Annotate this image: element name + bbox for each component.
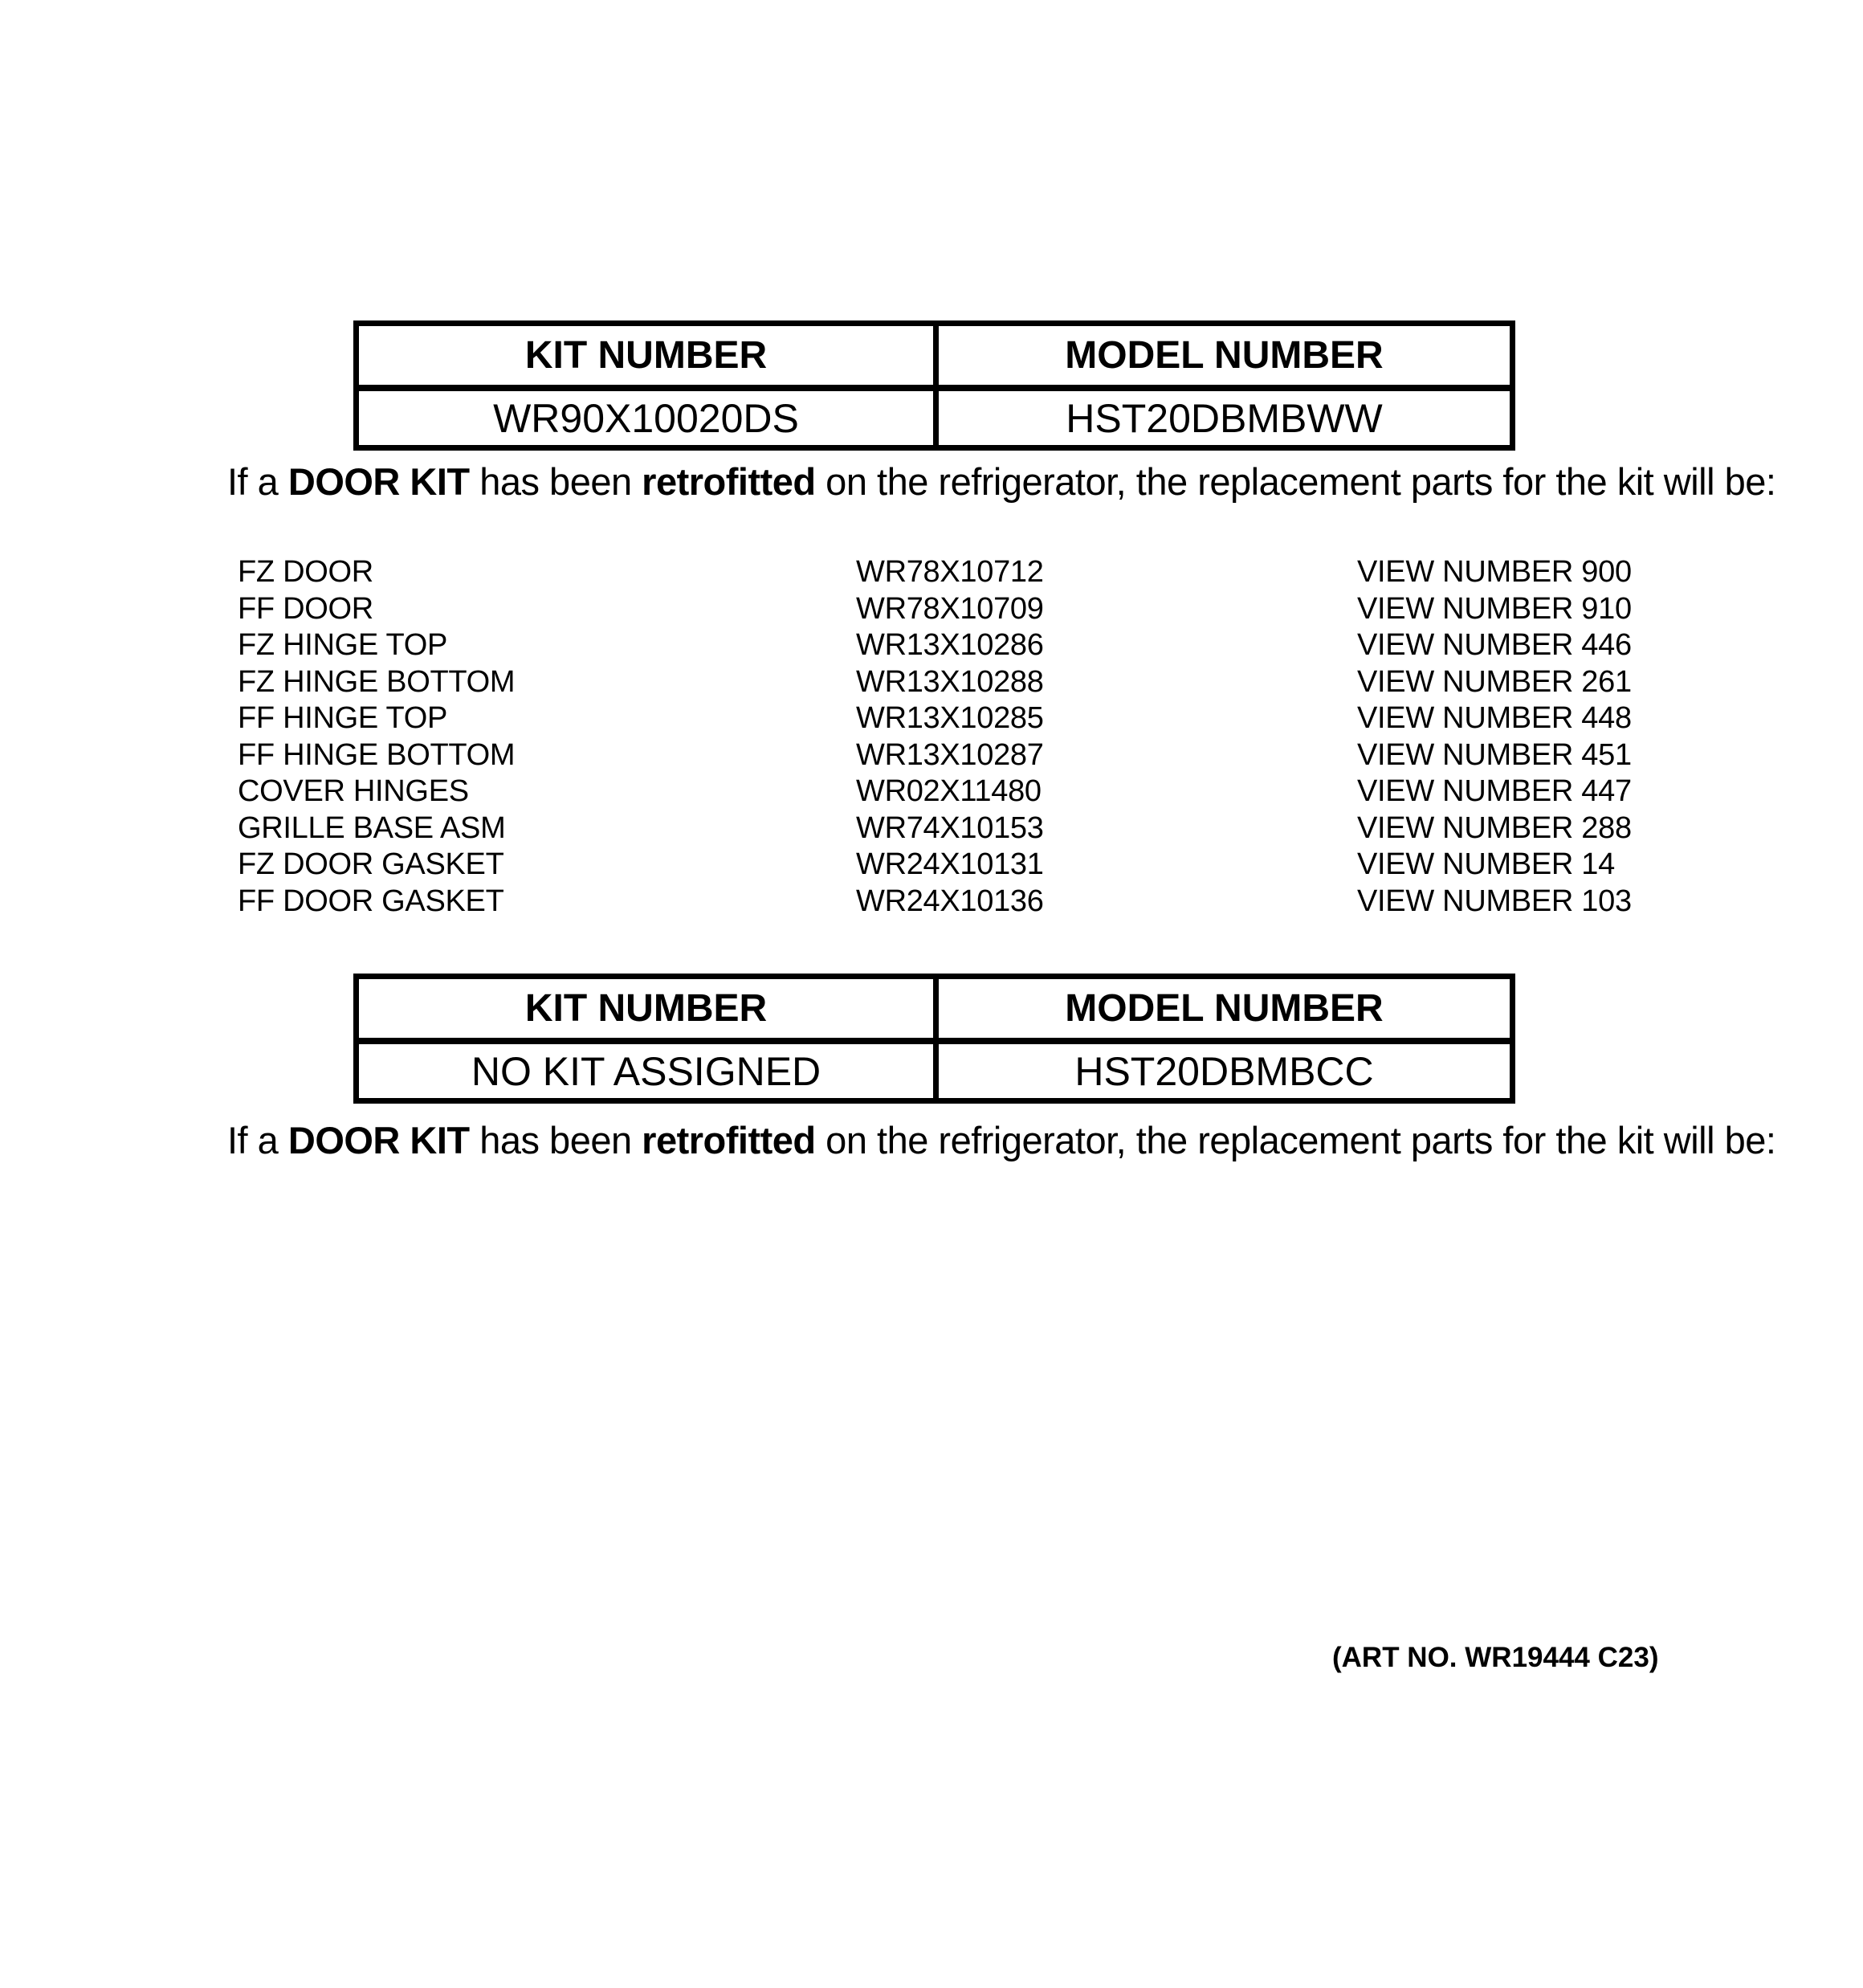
part-name: GRILLE BASE ASM	[238, 810, 506, 845]
kit-number-header-2: KIT NUMBER	[359, 979, 939, 1044]
part-number: WR02X11480	[856, 774, 1042, 808]
part-number: WR74X10153	[856, 810, 1044, 845]
part-name: FF DOOR	[238, 591, 373, 626]
part-number: WR13X10285	[856, 701, 1044, 735]
art-number: (ART NO. WR19444 C23)	[1332, 1642, 1659, 1673]
part-view-number: VIEW NUMBER 103	[1357, 884, 1632, 918]
part-view-number: VIEW NUMBER 446	[1357, 628, 1632, 662]
model-number-value-1: HST20DBMBWW	[1066, 395, 1383, 441]
part-view-number: VIEW NUMBER 14	[1357, 847, 1615, 881]
model-number-value-2: HST20DBMBCC	[1074, 1048, 1374, 1094]
part-name: FF HINGE BOTTOM	[238, 737, 516, 772]
retrofit-note-text: on the refrigerator, the replacement parts for the kit will be:	[815, 1119, 1776, 1161]
part-view-number: VIEW NUMBER 900	[1357, 555, 1632, 589]
part-row	[238, 591, 1632, 628]
kit-number-value-2: NO KIT ASSIGNED	[359, 1044, 939, 1098]
kit-number-header-1: KIT NUMBER	[359, 326, 939, 391]
part-view-number: VIEW NUMBER 910	[1357, 591, 1632, 626]
part-row	[238, 700, 1632, 737]
part-view-number: VIEW NUMBER 288	[1357, 810, 1632, 845]
part-row	[238, 737, 1632, 774]
retrofit-note-2	[227, 1118, 1775, 1163]
part-view-number: VIEW NUMBER 448	[1357, 701, 1632, 735]
part-number: WR24X10136	[856, 884, 1044, 918]
part-row	[238, 627, 1632, 664]
part-number: WR78X10712	[856, 555, 1044, 589]
retrofit-note-text: has been	[469, 460, 642, 503]
part-number: WR13X10288	[856, 664, 1044, 699]
retrofit-note-bold-retrofitted: retrofitted	[642, 1119, 816, 1161]
part-number: WR78X10709	[856, 591, 1044, 626]
kit-number-value-1: WR90X10020DS	[359, 391, 939, 445]
part-row	[238, 884, 1632, 921]
part-name: FZ DOOR GASKET	[238, 847, 504, 881]
part-number: WR13X10287	[856, 737, 1044, 772]
part-row	[238, 810, 1632, 847]
part-name: FZ HINGE TOP	[238, 628, 448, 662]
part-name: FF HINGE TOP	[238, 701, 448, 735]
retrofit-note-text: If a	[227, 1119, 288, 1161]
retrofit-note-bold-door-kit: DOOR KIT	[287, 1119, 470, 1161]
part-view-number: VIEW NUMBER 451	[1357, 737, 1632, 772]
retrofit-note-text: on the refrigerator, the replacement parts for the kit will be:	[815, 460, 1776, 503]
part-row	[238, 554, 1632, 591]
part-row	[238, 664, 1632, 701]
retrofit-note-text: has been	[469, 1119, 642, 1161]
retrofit-note-bold-door-kit: DOOR KIT	[287, 460, 470, 503]
retrofit-note-bold-retrofitted: retrofitted	[642, 460, 816, 503]
part-name: FZ DOOR	[238, 555, 373, 589]
kit-model-table-2	[353, 974, 1515, 1104]
part-name: FZ HINGE BOTTOM	[238, 664, 516, 699]
model-number-header-2: MODEL NUMBER	[939, 979, 1510, 1044]
part-row	[238, 774, 1632, 810]
part-name: COVER HINGES	[238, 774, 469, 808]
part-view-number: VIEW NUMBER 261	[1357, 664, 1632, 699]
retrofit-note-text: If a	[227, 460, 288, 503]
part-number: WR13X10286	[856, 628, 1044, 662]
part-row	[238, 847, 1632, 884]
retrofit-note-1	[227, 459, 1775, 504]
replacement-parts-list	[238, 554, 1632, 920]
part-view-number: VIEW NUMBER 447	[1357, 774, 1632, 808]
part-name: FF DOOR GASKET	[238, 884, 504, 918]
kit-model-table-1	[353, 320, 1515, 451]
model-number-header-1: MODEL NUMBER	[939, 326, 1510, 391]
part-number: WR24X10131	[856, 847, 1044, 881]
